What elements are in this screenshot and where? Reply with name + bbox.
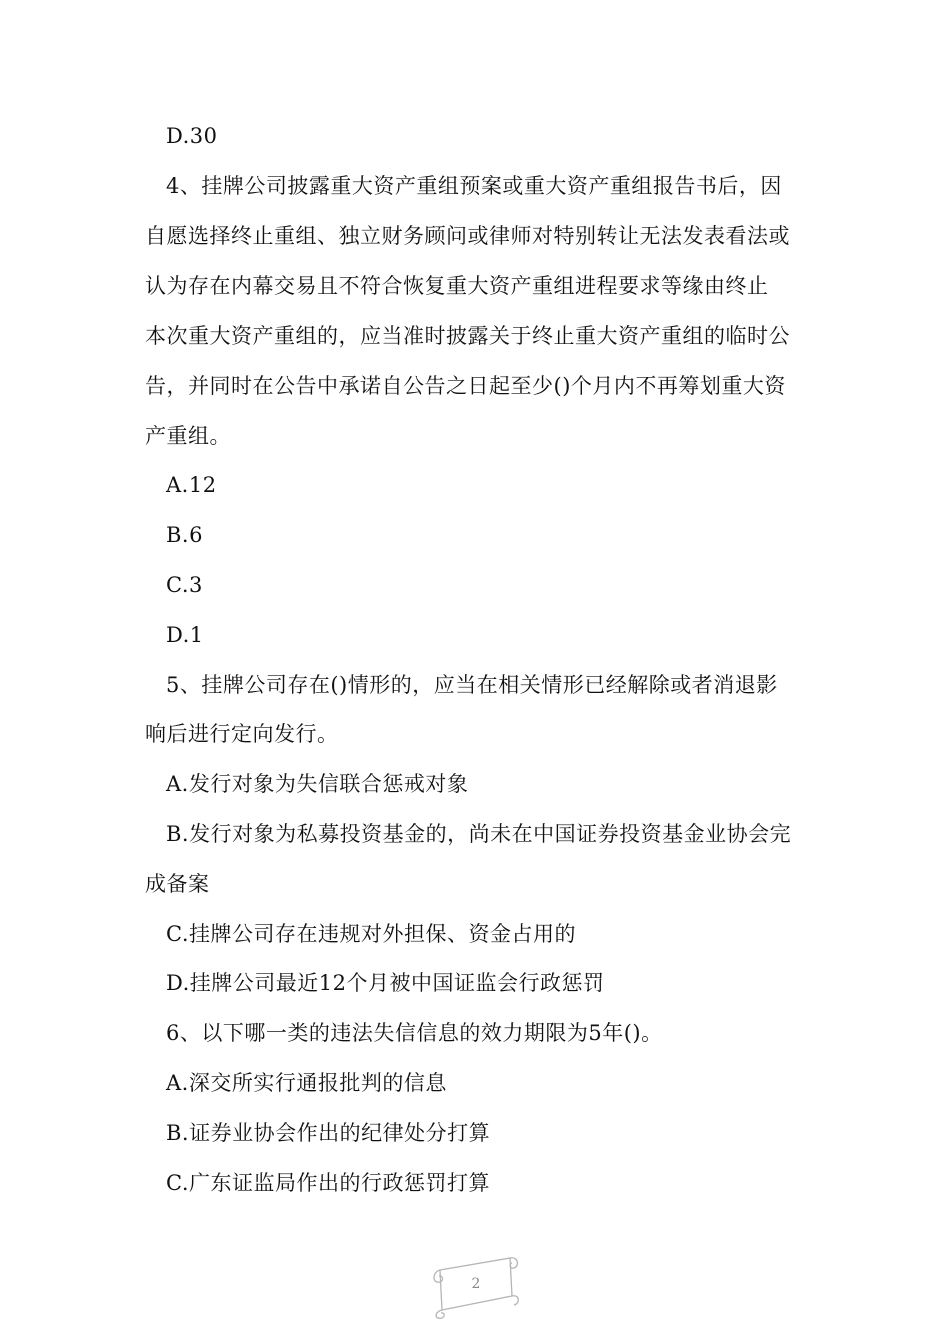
q5-option-c: C.挂牌公司存在违规对外担保、资金占用的 (166, 922, 576, 946)
q5-option-d: D.挂牌公司最近12个月被中国证监会行政惩罚 (166, 971, 605, 995)
q6-option-b: B.证券业协会作出的纪律处分打算 (166, 1121, 491, 1145)
q6-option-a: A.深交所实行通报批判的信息 (166, 1071, 447, 1095)
q5-option-b-line-2: 成备案 (145, 872, 210, 896)
q4-option-b: B.6 (166, 523, 203, 547)
q4-option-c: C.3 (166, 573, 203, 597)
q5-text-line-1: 5、挂牌公司存在()情形的，应当在相关情形已经解除或者消退影 (166, 673, 778, 697)
q6-option-c: C.广东证监局作出的行政惩罚打算 (166, 1171, 490, 1195)
q5-text-line-2: 响后进行定向发行。 (145, 722, 339, 746)
page-number: 2 (471, 1276, 481, 1292)
q5-option-a: A.发行对象为失信联合惩戒对象 (166, 772, 469, 796)
q4-text-line-5: 告，并同时在公告中承诺自公告之日起至少()个月内不再筹划重大资 (145, 374, 786, 398)
q4-option-a: A.12 (166, 473, 217, 497)
q4-text-line-4: 本次重大资产重组的，应当准时披露关于终止重大资产重组的临时公 (145, 324, 790, 348)
q3-option-d: D.30 (166, 124, 218, 148)
q4-text-line-6: 产重组。 (145, 424, 231, 448)
q4-text-line-2: 自愿选择终止重组、独立财务顾问或律师对特别转让无法发表看法或 (145, 224, 790, 248)
q4-text-line-3: 认为存在内幕交易且不符合恢复重大资产重组进程要求等缘由终止 (145, 274, 769, 298)
q5-option-b-line-1: B.发行对象为私募投资基金的，尚未在中国证券投资基金业协会完 (166, 822, 792, 846)
q4-text-line-1: 4、挂牌公司披露重大资产重组预案或重大资产重组报告书后，因 (166, 174, 782, 198)
q6-question: 6、以下哪一类的违法失信信息的效力期限为5年()。 (166, 1021, 663, 1045)
q4-option-d: D.1 (166, 623, 204, 647)
